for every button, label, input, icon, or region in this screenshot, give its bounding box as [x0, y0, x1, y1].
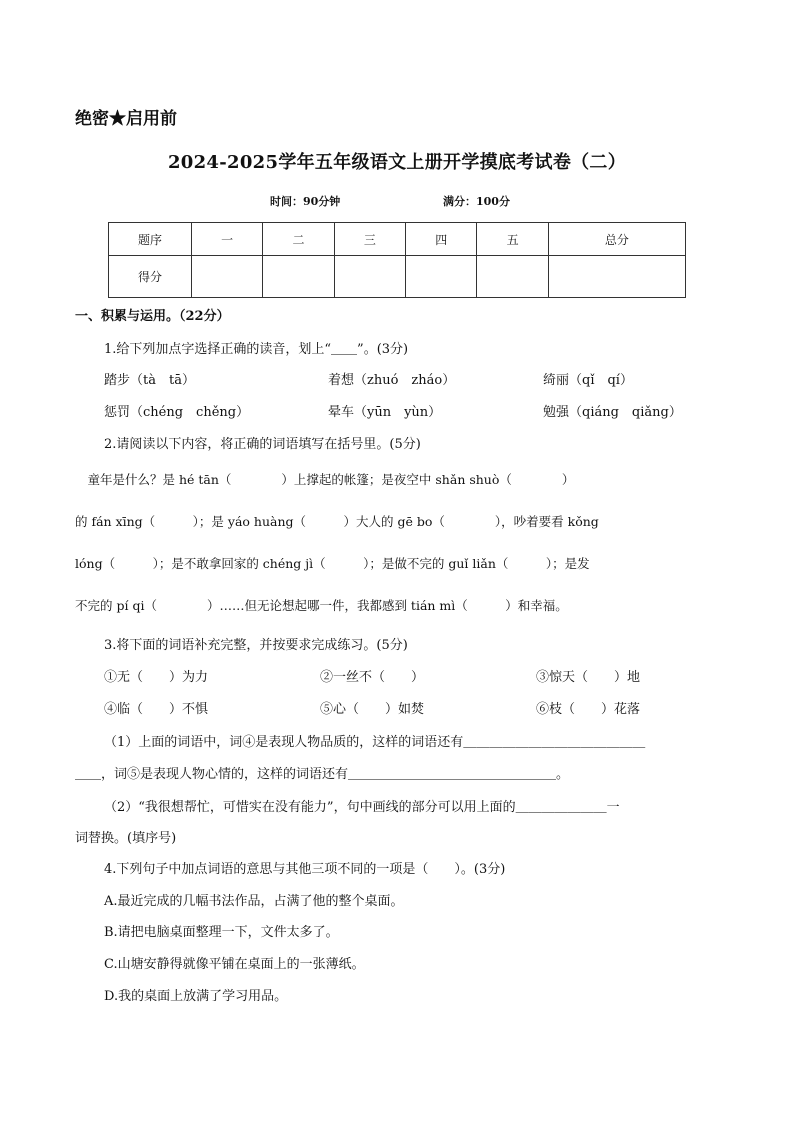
score-table-header: 三: [334, 223, 405, 256]
q2-passage-line: 不完的 pí qi（ ）……但无论想起哪一件，我都感到 tián mì（ ）和幸福。: [75, 598, 568, 613]
q3-sub2: 词替换。(填序号): [75, 831, 177, 846]
score-cell[interactable]: [334, 256, 405, 298]
q1-item: 晕车（yūn yùn）: [328, 405, 442, 420]
q2-passage-line: 的 fán xīng（ ）；是 yáo huàng（ ）大人的 gē bo（ ），吵着要看 kǒng: [75, 514, 599, 529]
q3-sub2: （2）“我很想帮忙，可惜实在没有能力”，句中画线的部分可以用上面的＿＿＿＿＿＿＿一: [104, 800, 620, 815]
score-table-header: 题序: [109, 223, 192, 256]
section-title: 一、积累与运用。（22分）: [75, 309, 230, 324]
q2-passage-line: 童年是什么？是 hé tān（ ）上撑起的帐篷；是夜空中 shǎn shuò（ ）: [75, 472, 575, 487]
score-cell[interactable]: [263, 256, 334, 298]
q3-sub1: ＿＿，词⑤是表现人物心情的，这样的词语还有＿＿＿＿＿＿＿＿＿＿＿＿＿＿＿＿。: [75, 767, 570, 782]
exam-full-score: 满分：100分: [443, 195, 510, 208]
confidential-label: 绝密★启用前: [75, 109, 177, 129]
q3-item: ⑥枝（ ）花落: [536, 702, 641, 717]
q3-item: ①无（ ）为力: [104, 670, 209, 685]
q3-item: ⑤心（ ）如焚: [320, 702, 425, 717]
score-table: [108, 222, 686, 298]
score-table-header: 一: [192, 223, 263, 256]
q4-option-d: D.我的桌面上放满了学习用品。: [104, 989, 288, 1004]
q2-passage-line: lóng（ ）；是不敢拿回家的 chéng jì（ ）；是做不完的 guǐ liǎn（ ）；是发: [75, 556, 590, 571]
q1-item: 勉强（qiáng qiǎng）: [543, 405, 682, 420]
exam-title: 2024-2025学年五年级语文上册开学摸底考试卷（二）: [167, 152, 627, 173]
q4-option-a: A.最近完成的几幅书法作品，占满了他的整个桌面。: [104, 894, 404, 909]
score-cell[interactable]: [406, 256, 477, 298]
score-cell[interactable]: [548, 256, 685, 298]
q3-item: ③惊天（ ）地: [536, 670, 641, 685]
q1-item: 惩罚（chéng chěng）: [104, 405, 250, 420]
question-2-stem: 2.请阅读以下内容，将正确的词语填写在括号里。(5分): [104, 437, 421, 452]
question-1-stem: 1.给下列加点字选择正确的读音，划上“＿＿”。(3分): [104, 342, 409, 357]
score-cell[interactable]: [192, 256, 263, 298]
score-table-header: 四: [406, 223, 477, 256]
score-table-header: 五: [477, 223, 548, 256]
q1-item: 着想（zhuó zháo）: [328, 373, 456, 388]
score-table-header: 二: [263, 223, 334, 256]
q3-sub1: （1）上面的词语中，词④是表现人物品质的，这样的词语还有＿＿＿＿＿＿＿＿＿＿＿＿＿＿: [104, 735, 646, 750]
q1-item: 绮丽（qǐ qí）: [543, 373, 633, 388]
q1-item: 踏步（tà tā）: [104, 373, 195, 388]
question-4-stem: 4.下列句子中加点词语的意思与其他三项不同的一项是（ ）。(3分): [104, 862, 506, 877]
question-3-stem: 3.将下面的词语补充完整，并按要求完成练习。(5分): [104, 638, 408, 653]
score-table-score-row: [109, 256, 686, 298]
score-row-label: 得分: [109, 256, 192, 298]
q3-item: ④临（ ）不惧: [104, 702, 209, 717]
q4-option-c: C.山塘安静得就像平铺在桌面上的一张薄纸。: [104, 957, 365, 972]
score-cell[interactable]: [477, 256, 548, 298]
q3-item: ②一丝不（ ）: [320, 670, 425, 685]
score-table-header-row: [109, 223, 686, 256]
exam-time: 时间：90分钟: [270, 195, 341, 208]
score-table-header: 总分: [548, 223, 685, 256]
q4-option-b: B.请把电脑桌面整理一下，文件太多了。: [104, 925, 339, 940]
